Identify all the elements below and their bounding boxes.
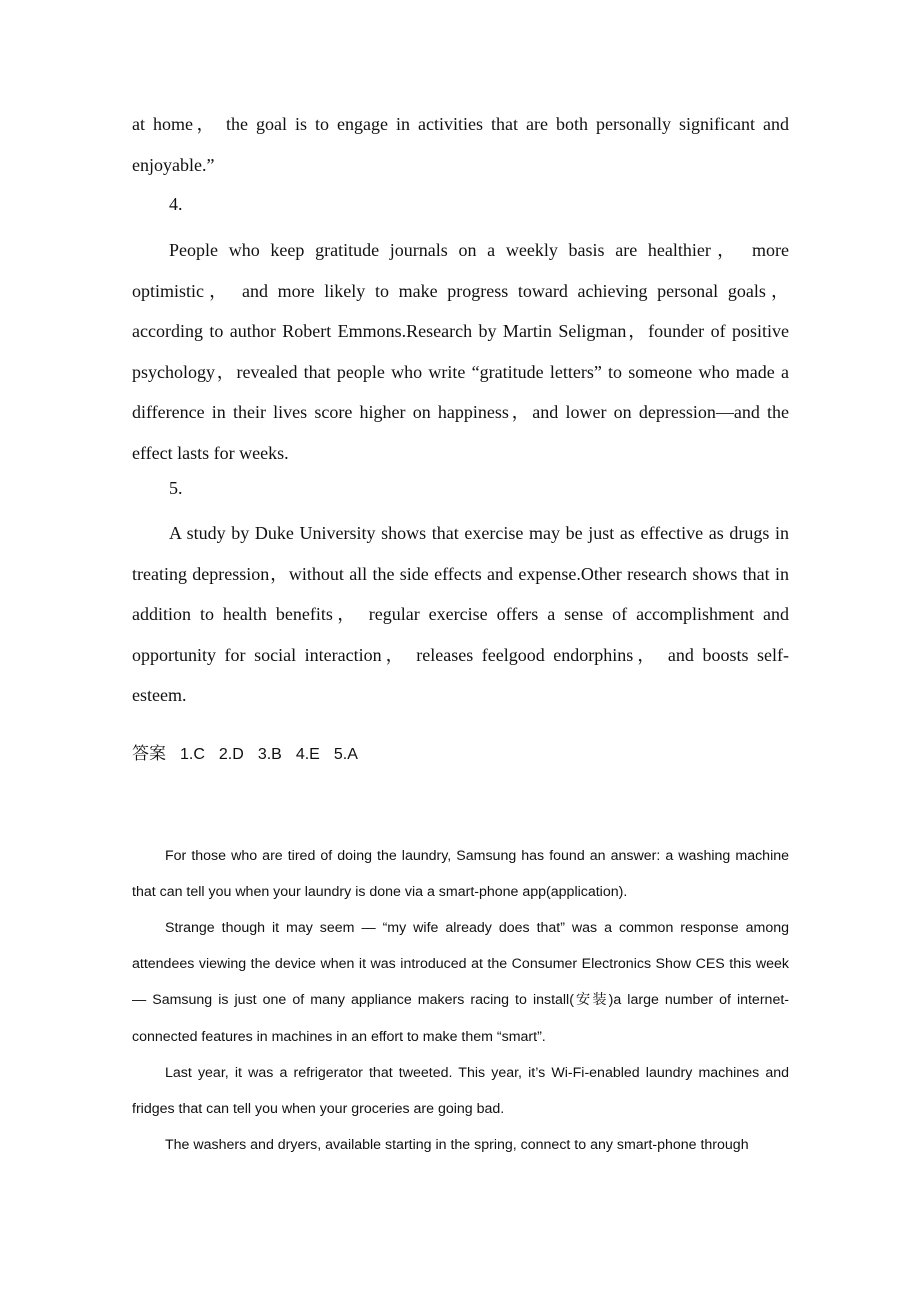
- answer-key: [132, 739, 358, 770]
- answer-item: 1.C: [180, 746, 205, 763]
- passage2-paragraph-2: Strange though it may seem — “my wife already does that” was a common response among attendees viewing the device when it was introduced at the Consumer Electronics Show CES this week — Samsung is just one of many appliance makers racing to install(安装)a large number of internet-connected features in machines in an effort to make them “smart”.: [132, 920, 789, 1045]
- paragraph-continuation: at home， the goal is to engage in activities that are both personally significant and enjoyable.”: [132, 114, 789, 175]
- passage2-paragraph-4: The washers and dryers, available starting in the spring, connect to any smart-phone through: [165, 1137, 749, 1153]
- item-number-5: 5.: [169, 478, 183, 498]
- answer-item: 3.B: [257, 746, 282, 763]
- paragraph-item-4: People who keep gratitude journals on a weekly basis are healthier， more optimistic， and more likely to make progress toward achieving personal goals， according to author Robert Emmons.Research by Martin Seligman，founder of positive psychology，revealed that people who write “gratitude letters” to someone who made a difference in their lives score higher on happiness，and lower on depression—and the effect lasts for weeks.: [132, 240, 789, 463]
- passage2-paragraph-1: For those who are tired of doing the laundry, Samsung has found an answer: a washing machine that can tell you when your laundry is done via a smart-phone app(application).: [132, 848, 789, 901]
- answer-item: 4.E: [295, 746, 320, 763]
- passage2-paragraph-3: Last year, it was a refrigerator that tweeted. This year, it’s Wi-Fi-enabled laundry machines and fridges that can tell you when your groceries are going bad.: [132, 1065, 789, 1118]
- answer-label: 答案: [132, 744, 166, 763]
- answer-item: 2.D: [218, 746, 244, 763]
- item-number-4: 4.: [169, 194, 183, 214]
- paragraph-item-5: A study by Duke University shows that exercise may be just as effective as drugs in treating depression，without all the side effects and expense.Other research shows that in addition to health benefits， regular exercise offers a sense of accomplishment and opportunity for social interaction， releases feelgood endorphins， and boosts self-esteem.: [132, 523, 789, 706]
- answer-item: 5.A: [333, 746, 358, 763]
